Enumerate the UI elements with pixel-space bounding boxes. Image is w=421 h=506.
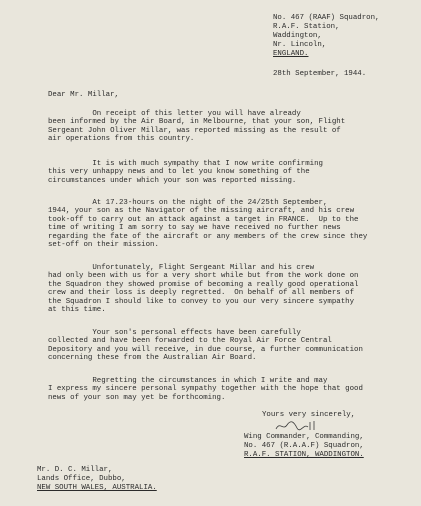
recipient-region: NEW SOUTH WALES, AUSTRALIA.: [37, 484, 157, 492]
closing: Yours very sincerely,: [262, 411, 356, 419]
paragraph-line: air operations from this country.: [48, 135, 195, 144]
signature-title: Wing Commander, Commanding,: [244, 433, 364, 441]
paragraph-line: at this time.: [48, 306, 106, 315]
paragraph-line: On receipt of this letter you will have already: [48, 110, 301, 118]
letter-date: 28th September, 1944.: [273, 70, 367, 78]
paragraph-line: the Squadron I should like to convey to you our very sincere sympathy: [48, 297, 355, 306]
paragraph-line: had only been with us for a very short while but from the work done on: [48, 272, 359, 281]
paragraph-line: Depository and you will receive, in due course, a further communication: [48, 345, 363, 354]
paragraph-line: time of writing I am sorry to say we have received no further news: [48, 224, 341, 233]
paragraph-line: crew and their loss is deeply regretted. On behalf of all members of: [48, 289, 355, 298]
signature-station: R.A.F. STATION, WADDINGTON.: [244, 451, 364, 459]
paragraph-line: collected and have been forwarded to the Royal Air Force Central: [48, 337, 332, 346]
address-line-5: ENGLAND.: [273, 50, 309, 58]
handwritten-signature: [274, 419, 318, 433]
address-line-3: Waddington,: [273, 32, 322, 40]
paragraph-line: news of your son may yet be forthcoming.: [48, 393, 226, 402]
paragraph-line: Sergeant John Oliver Millar, was reported missing as the result of: [48, 126, 341, 135]
address-line-1: No. 467 (RAAF) Squadron,: [273, 14, 380, 22]
paragraph-line: regarding the fate of the aircraft or any members of the crew since they: [48, 232, 368, 241]
paragraph-line: took-off to carry out an attack against a target in FRANCE. Up to the: [48, 215, 359, 224]
paragraph-2: [48, 160, 390, 185]
paragraph-line: this very unhappy news and to let you know something of the: [48, 168, 310, 177]
recipient-office: Lands Office, Dubbo,: [37, 475, 126, 483]
paragraph-1: [48, 110, 390, 144]
paragraph-line: Regretting the circumstances in which I write and may: [48, 377, 328, 385]
paragraph-line: At 17.23-hours on the night of the 24/25th September,: [48, 199, 328, 207]
paragraph-6: [48, 377, 390, 402]
recipient-name: Mr. D. C. Millar,: [37, 466, 113, 474]
paragraph-line: It is with much sympathy that I now write confirming: [48, 160, 323, 168]
paragraph-3: [48, 199, 390, 249]
paragraph-line: 1944, your son as the Navigator of the missing aircraft, and his crew: [48, 207, 355, 216]
paragraph-line: circumstances under which your son was reported missing.: [48, 176, 297, 185]
paragraph-line: Unfortunately, Flight Sergeant Millar and his crew: [48, 264, 315, 272]
paragraph-line: I express my sincere personal sympathy together with the hope that good: [48, 385, 363, 394]
paragraph-line: concerning these from the Australian Air Board.: [48, 354, 257, 363]
paragraph-line: set-off on their mission.: [48, 241, 159, 250]
paragraph-line: the Squadron they showed promise of becoming a really good operational: [48, 280, 359, 289]
paragraph-4: [48, 264, 390, 314]
salutation: Dear Mr. Millar,: [48, 91, 119, 99]
address-line-4: Nr. Lincoln,: [273, 41, 327, 49]
paragraph-line: been informed by the Air Board, in Melbourne, that your son, Flight: [48, 118, 346, 127]
signature-squadron: No. 467 (R.A.A.F) Squadron,: [244, 442, 364, 450]
paragraph-5: [48, 329, 390, 363]
paragraph-line: Your son's personal effects have been carefully: [48, 329, 301, 337]
address-line-2: R.A.F. Station,: [273, 23, 340, 31]
